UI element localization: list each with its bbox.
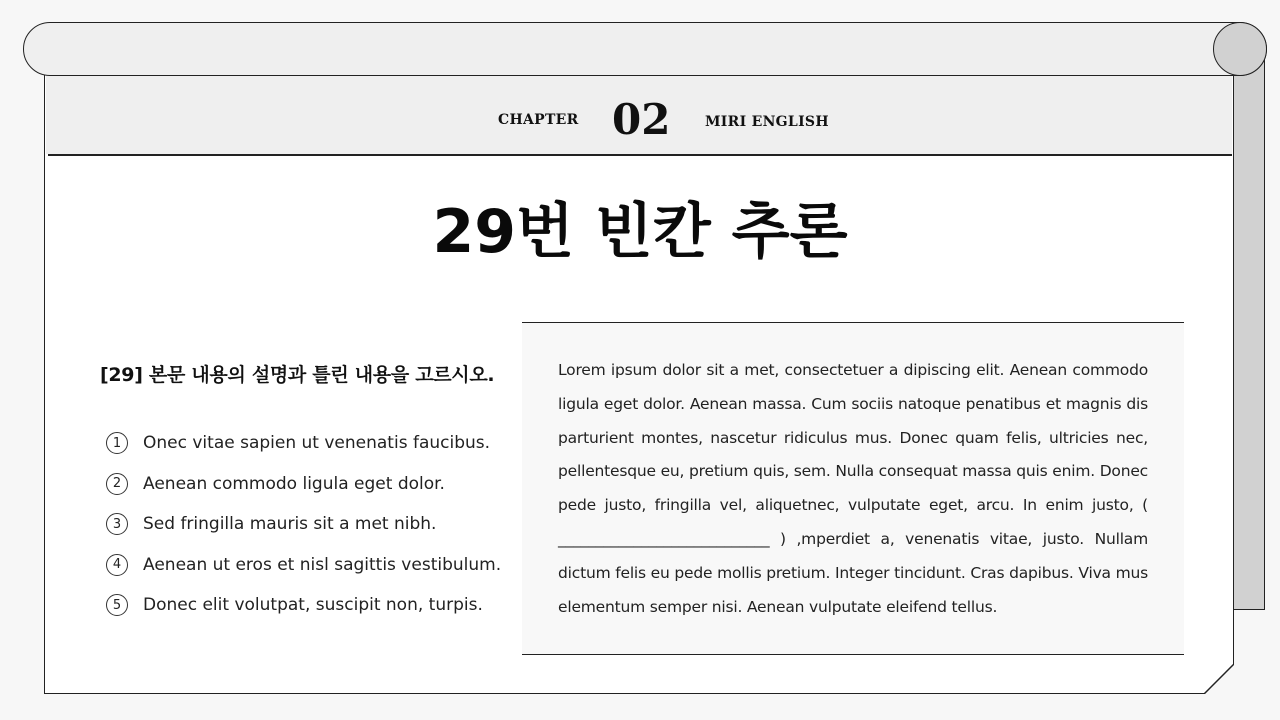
option-text: Sed fringilla mauris sit a met nibh. [143,514,437,535]
option-text: Aenean commodo ligula eget dolor. [143,473,445,494]
answer-option[interactable] [106,585,501,626]
chapter-number: 02 [612,95,671,144]
brand-label: MIRI ENGLISH [705,114,829,130]
scroll-roll [23,22,1267,76]
answer-options [106,423,501,626]
passage-text: Lorem ipsum dolor sit a met, consectetuer a dipiscing elit. Aenean commodo ligula eget dolor. Aenean massa. Cum sociis natoque penatibus et magnis dis parturient montes, nascetur ridiculus mus. Donec quam felis, ultricies nec, pellentesque eu, pretium quis, sem. Nulla consequat massa quis enim. Donec pede justo, fringilla vel, aliquetnec, vulputate eget, arcu. In enim justo, ( ____________________________ ) ,mperdiet a, venenatis vitae, justo. Nullam dictum felis eu pede mollis pretium. Integer tincidunt. Cras dapibus. Viva mus elementum semper nisi. Aenean vulputate eleifend tellus. [558,361,1148,616]
folded-corner-icon [1204,664,1234,694]
option-text: Aenean ut eros et nisl sagittis vestibulum. [143,554,502,575]
option-number-circle: 3 [106,513,128,535]
page-title: 29번 빈칸 추론 [432,197,848,267]
option-number-circle: 5 [106,594,128,616]
header-divider [48,154,1232,156]
option-number-circle: 4 [106,554,128,576]
back-paper [1233,50,1265,610]
scroll-roll-end [1213,22,1267,76]
passage-box [522,322,1184,655]
option-number-circle: 1 [106,432,128,454]
answer-option[interactable] [106,504,501,545]
question-prompt: [29] 본문 내용의 설명과 틀린 내용을 고르시오. [100,364,495,386]
answer-option[interactable] [106,464,501,505]
chapter-label: CHAPTER [498,112,579,128]
option-text: Onec vitae sapien ut venenatis faucibus. [143,433,491,454]
option-text: Donec elit volutpat, suscipit non, turpis. [143,595,483,616]
answer-option[interactable] [106,423,501,464]
answer-option[interactable] [106,545,501,586]
option-number-circle: 2 [106,473,128,495]
